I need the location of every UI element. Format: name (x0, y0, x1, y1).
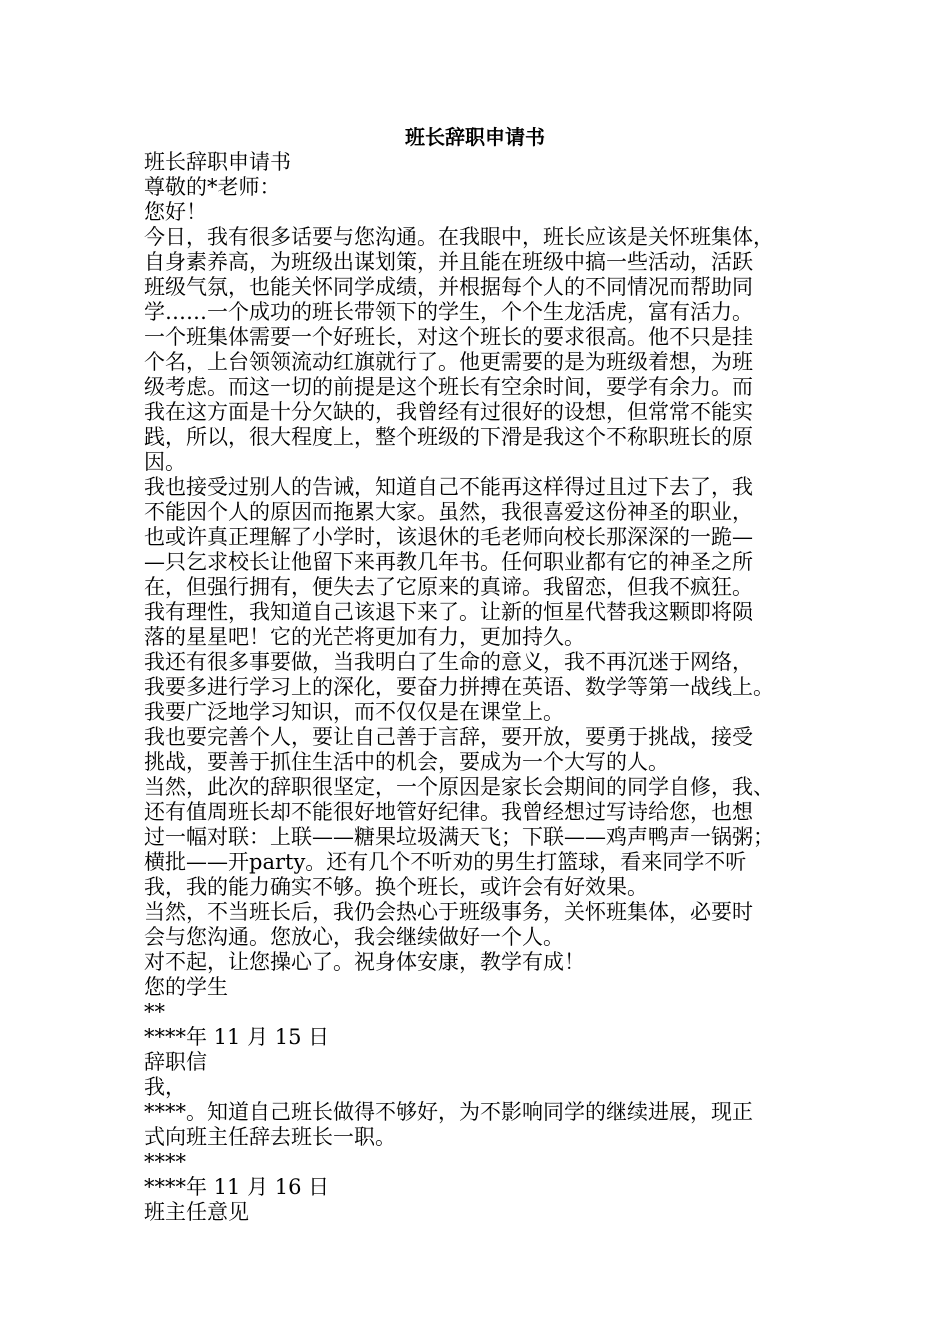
document-body (144, 150, 814, 1225)
body-line: 我有理性，我知道自己该退下来了。让新的恒星代替我这颗即将陨 (144, 600, 753, 624)
body-line: 在，但强行拥有，便失去了它原来的真谛。我留恋，但我不疯狂。 (144, 575, 753, 599)
body-line: 因。 (144, 450, 186, 474)
signature-line: 您的学生 (144, 975, 228, 999)
section-heading: 班主任意见 (144, 1200, 249, 1224)
body-line: 我在这方面是十分欠缺的，我曾经有过很好的设想，但常常不能实 (144, 400, 753, 424)
body-line: 践，所以，很大程度上，整个班级的下滑是我这个不称职班长的原 (144, 425, 753, 449)
body-line: 也或许真正理解了小学时，该退休的毛老师向校长那深深的一跪— (144, 525, 753, 549)
body-line: 我要多进行学习上的深化，要奋力拼搏在英语、数学等第一战线上。 (144, 675, 774, 699)
body-line: 自身素养高，为班级出谋划策，并且能在班级中搞一些活动，活跃 (144, 250, 753, 274)
body-line: 级考虑。而这一切的前提是这个班长有空余时间，要学有余力。而 (144, 375, 753, 399)
section-heading: 辞职信 (144, 1050, 207, 1074)
body-line: 班级气氛，也能关怀同学成绩，并根据每个人的不同情况而帮助同 (144, 275, 753, 299)
body-line: 我要广泛地学习知识，而不仅仅是在课堂上。 (144, 700, 564, 724)
body-line: 个名，上台领领流动红旗就行了。他更需要的是为班级着想，为班 (144, 350, 753, 374)
signature-name: **** (144, 1150, 186, 1174)
body-line: 班长辞职申请书 (144, 150, 291, 174)
body-line: —只乞求校长让他留下来再教几年书。任何职业都有它的神圣之所 (144, 550, 753, 574)
body-line: 挑战，要善于抓住生活中的机会，要成为一个大写的人。 (144, 750, 669, 774)
body-line: 还有值周班长却不能很好地管好纪律。我曾经想过写诗给您，也想 (144, 800, 753, 824)
body-line: 过一幅对联：上联——糖果垃圾满天飞；下联——鸡声鸭声一锅粥； (144, 825, 774, 849)
body-line: 我， (144, 1075, 186, 1099)
body-line: 我也接受过别人的告诫，知道自己不能再这样得过且过下去了，我 (144, 475, 753, 499)
body-line: 式向班主任辞去班长一职。 (144, 1125, 396, 1149)
body-line: 今日，我有很多话要与您沟通。在我眼中，班长应该是关怀班集体， (144, 225, 774, 249)
signature-date: ****年 11 月 15 日 (144, 1025, 330, 1049)
body-line: 我，我的能力确实不够。换个班长，或许会有好效果。 (144, 875, 648, 899)
body-line: 您好！ (144, 200, 207, 224)
body-line: 一个班集体需要一个好班长，对这个班长的要求很高。他不只是挂 (144, 325, 753, 349)
body-line: 我还有很多事要做，当我明白了生命的意义，我不再沉迷于网络， (144, 650, 753, 674)
document-title: 班长辞职申请书 (405, 125, 545, 149)
body-line: 横批——开party。还有几个不听劝的男生打篮球，看来同学不听 (144, 850, 747, 874)
body-line: 会与您沟通。您放心，我会继续做好一个人。 (144, 925, 564, 949)
body-line: 不能因个人的原因而拖累大家。虽然，我很喜爱这份神圣的职业， (144, 500, 753, 524)
body-line: 学……一个成功的班长带领下的学生，个个生龙活虎，富有活力。 (144, 300, 753, 324)
signature-date: ****年 11 月 16 日 (144, 1175, 330, 1199)
signature-name: ** (144, 1000, 165, 1024)
body-line: 我也要完善个人，要让自己善于言辞，要开放，要勇于挑战，接受 (144, 725, 753, 749)
body-line: 当然，此次的辞职很坚定，一个原因是家长会期间的同学自修，我、 (144, 775, 774, 799)
body-line: 当然，不当班长后，我仍会热心于班级事务，关怀班集体，必要时 (144, 900, 753, 924)
body-line: 尊敬的*老师： (144, 175, 281, 199)
body-line: ****。知道自己班长做得不够好，为不影响同学的继续进展，现正 (144, 1100, 753, 1124)
body-line: 对不起，让您操心了。祝身体安康，教学有成！ (144, 950, 585, 974)
body-line: 落的星星吧！它的光芒将更加有力，更加持久。 (144, 625, 585, 649)
